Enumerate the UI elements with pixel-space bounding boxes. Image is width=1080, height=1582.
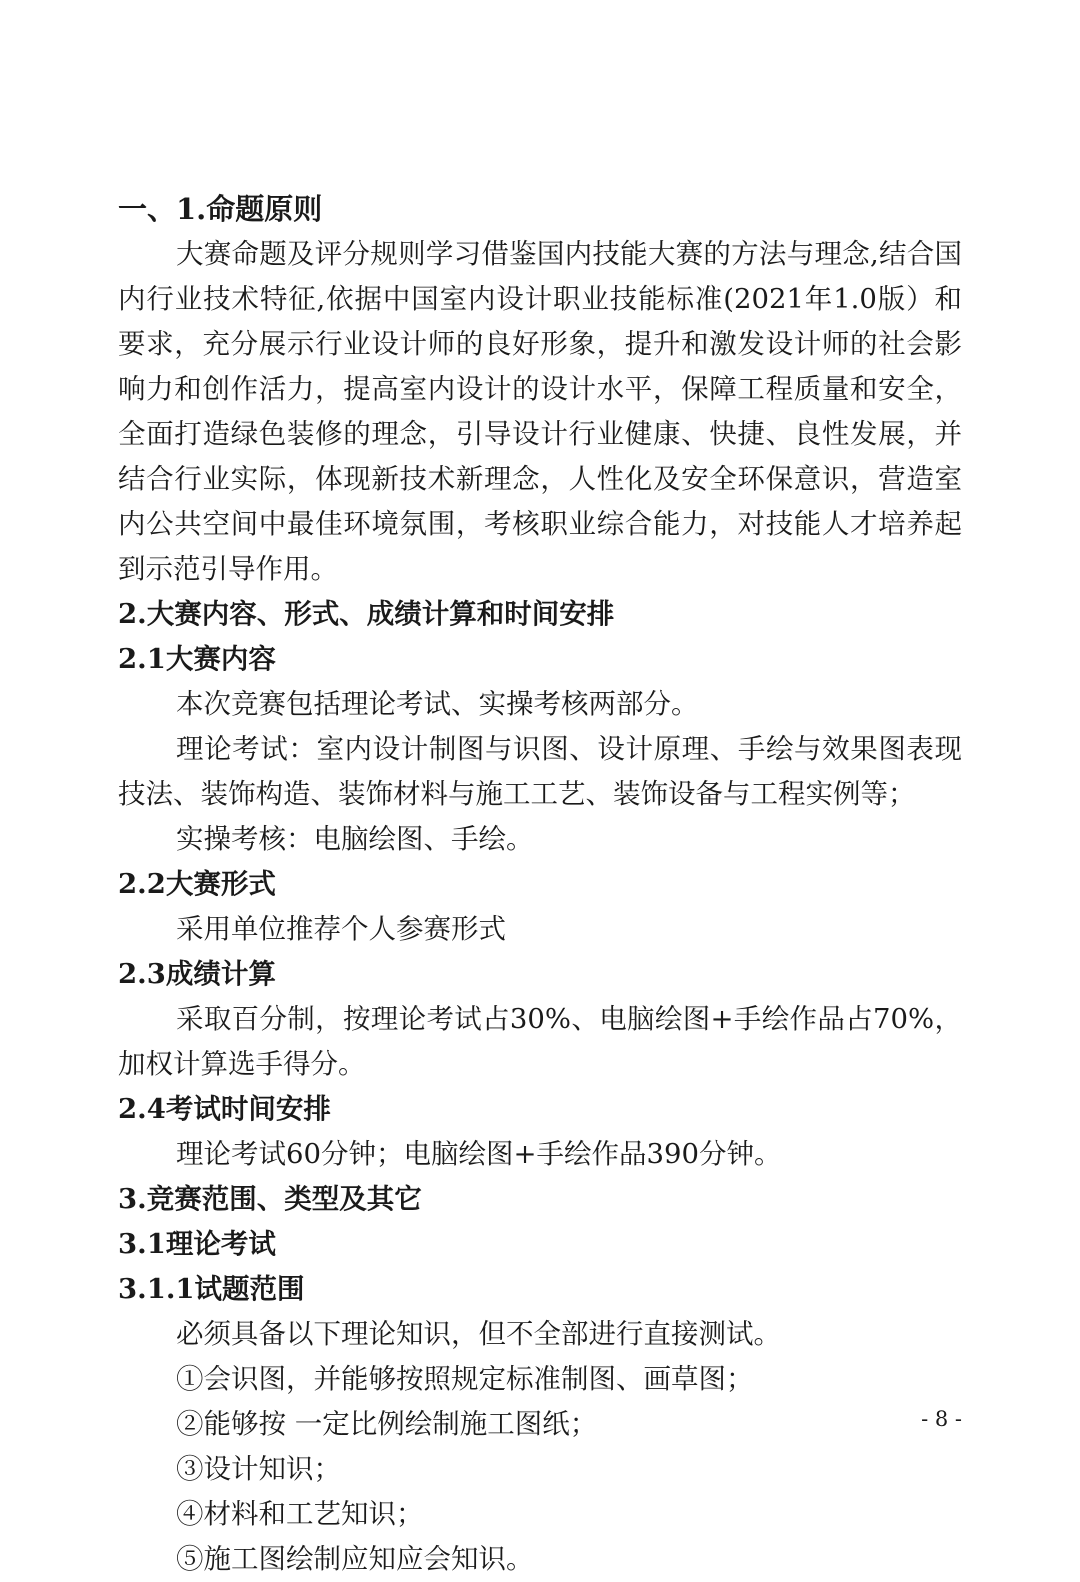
section-2-1-paragraph-2: 理论考试：室内设计制图与识图、设计原理、手绘与效果图表现技法、装饰构造、装饰材料与施工工艺、装饰设备与工程实例等； — [118, 733, 962, 810]
section-1-paragraph-1: 大赛命题及评分规则学习借鉴国内技能大赛的方法与理念,结合国内行业技术特征,依据中国室内设计职业技能标准(2021年1.0版）和要求，充分展示行业设计师的良好形象，提升和激发设计师的社会影响力和创作活力，提高室内设计的设计水平，保障工程质量和安全，全面打造绿色装修的理念，引导设计行业健康、快捷、良性发展，并结合行业实际，体现新技术新理念，人性化及安全环保意识，营造室内公共空间中最佳环境氛围，考核职业综合能力，对技能人才培养起到示范引导作用。 — [118, 238, 962, 585]
document-body — [118, 186, 962, 1582]
section-heading-2-3: 2.3成绩计算 — [118, 958, 276, 990]
section-2-1-paragraph-3: 实操考核：电脑绘图、手绘。 — [176, 823, 534, 855]
list-item: ①会识图，并能够按照规定标准制图、画草图； — [176, 1363, 754, 1395]
section-heading-2-1: 2.1大赛内容 — [118, 643, 276, 675]
page-number: - 8 - — [921, 1407, 962, 1431]
section-3-1-1-paragraph-1: 必须具备以下理论知识，但不全部进行直接测试。 — [176, 1318, 781, 1350]
section-heading-1: 一、1.命题原则 — [118, 192, 323, 226]
list-item: ④材料和工艺知识； — [176, 1498, 424, 1530]
list-item: ⑤施工图绘制应知应会知识。 — [176, 1543, 534, 1575]
list-item: ③设计知识； — [176, 1453, 341, 1485]
section-2-4-paragraph-1: 理论考试60分钟；电脑绘图+手绘作品390分钟。 — [176, 1138, 782, 1170]
section-heading-3: 3.竞赛范围、类型及其它 — [118, 1183, 422, 1215]
section-heading-2-4: 2.4考试时间安排 — [118, 1093, 331, 1125]
section-heading-3-1: 3.1理论考试 — [118, 1228, 276, 1260]
section-2-2-paragraph-1: 采用单位推荐个人参赛形式 — [176, 913, 506, 945]
section-2-3-paragraph-1: 采取百分制，按理论考试占30%、电脑绘图+手绘作品占70%，加权计算选手得分。 — [118, 1003, 962, 1080]
section-heading-3-1-1: 3.1.1试题范围 — [118, 1273, 305, 1305]
section-2-1-paragraph-1: 本次竞赛包括理论考试、实操考核两部分。 — [176, 688, 699, 720]
section-heading-2-2: 2.2大赛形式 — [118, 868, 276, 900]
list-item: ②能够按 一定比例绘制施工图纸； — [176, 1408, 598, 1440]
section-heading-2: 2.大赛内容、形式、成绩计算和时间安排 — [118, 598, 615, 630]
